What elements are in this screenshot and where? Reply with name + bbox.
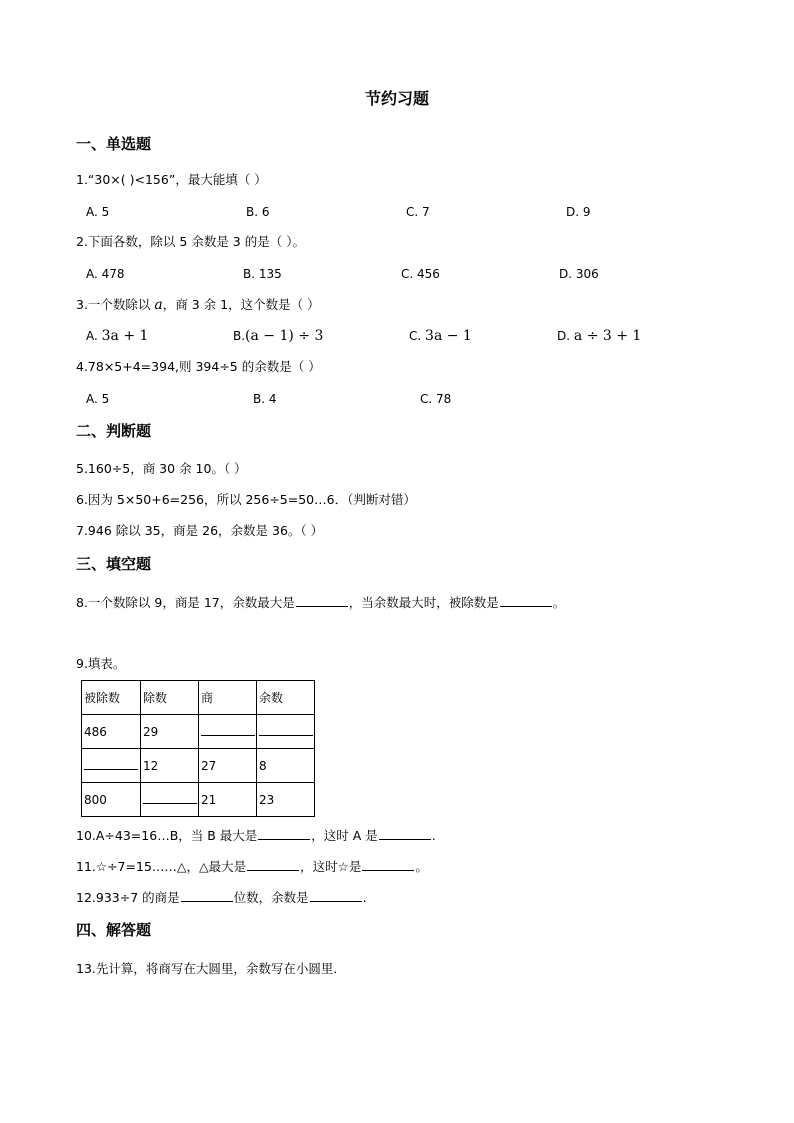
question-7: 7.946 除以 35，商是 26，余数是 36。（ ） xyxy=(76,523,324,538)
table-cell-blank[interactable] xyxy=(82,749,141,783)
table-header-row xyxy=(82,681,315,715)
answer-blank[interactable] xyxy=(362,858,414,871)
question-8: 8.一个数除以 9，商是 17，余数最大是 ，当余数最大时，被除数是 。 xyxy=(76,595,566,610)
answer-blank[interactable] xyxy=(296,594,348,607)
answer-blank[interactable] xyxy=(500,594,552,607)
q3-option-b: B.(a − 1) ÷ 3 xyxy=(233,328,324,344)
table-header-cell: 除数 xyxy=(141,681,199,715)
answer-blank[interactable] xyxy=(247,858,299,871)
table-cell-blank[interactable] xyxy=(141,783,199,817)
question-2: 2.下面各数，除以 5 余数是 3 的是（ ）。 xyxy=(76,234,305,249)
table-row xyxy=(82,749,315,783)
table-cell: 21 xyxy=(199,783,257,817)
q3-option-a-expr: 3a + 1 xyxy=(101,328,149,344)
answer-blank[interactable] xyxy=(181,889,233,902)
q3-text-after: ，商 3 余 1，这个数是（ ） xyxy=(162,297,320,312)
table-cell: 23 xyxy=(257,783,315,817)
table-cell: 800 xyxy=(82,783,141,817)
table-cell-blank[interactable] xyxy=(199,715,257,749)
q3-option-d-expr: a ÷ 3 + 1 xyxy=(573,328,642,344)
section-heading-problem-solving: 四、解答题 xyxy=(76,921,152,939)
question-13: 13.先计算，将商写在大圆里，余数写在小圆里． xyxy=(76,961,346,976)
table-cell: 29 xyxy=(141,715,199,749)
answer-blank[interactable] xyxy=(84,759,138,770)
section-heading-true-false: 二、判断题 xyxy=(76,422,152,440)
table-cell: 486 xyxy=(82,715,141,749)
q1-option-d: D. 9 xyxy=(566,205,591,219)
table-header-cell: 商 xyxy=(199,681,257,715)
question-5: 5.160÷5，商 30 余 10。（ ） xyxy=(76,461,247,476)
q2-option-d: D. 306 xyxy=(559,267,599,281)
q2-option-a: A. 478 xyxy=(86,267,125,281)
question-6: 6.因为 5×50+6=256，所以 256÷5=50…6．（判断对错） xyxy=(76,492,416,507)
question-3 xyxy=(76,296,320,314)
q4-option-a: A. 5 xyxy=(86,392,110,406)
question-1: 1.“30×( )<156”，最大能填（ ） xyxy=(76,172,267,187)
question-10: 10.A÷43=16…B，当 B 最大是 ，这时 A 是 . xyxy=(76,828,436,843)
q1-option-a: A. 5 xyxy=(86,205,110,219)
answer-blank[interactable] xyxy=(310,889,362,902)
table-row xyxy=(82,783,315,817)
q3-option-c: C. 3a − 1 xyxy=(409,328,472,344)
answer-blank[interactable] xyxy=(201,725,255,736)
question-12: 12.933÷7 的商是 位数，余数是 . xyxy=(76,890,367,905)
table-cell-blank[interactable] xyxy=(257,715,315,749)
question-4: 4.78×5+4=394,则 394÷5 的余数是（ ） xyxy=(76,359,321,374)
table-header-cell: 被除数 xyxy=(82,681,141,715)
q3-option-b-expr: (a − 1) ÷ 3 xyxy=(245,328,324,344)
q1-option-b: B. 6 xyxy=(246,205,270,219)
table-row xyxy=(82,715,315,749)
table-cell: 27 xyxy=(199,749,257,783)
q3-text-before: 3.一个数除以 xyxy=(76,297,155,312)
q4-option-b: B. 4 xyxy=(253,392,277,406)
answer-blank[interactable] xyxy=(258,827,310,840)
q2-option-b: B. 135 xyxy=(243,267,282,281)
question-11: 11.☆÷7=15……△，△最大是 ，这时☆是 。 xyxy=(76,859,428,874)
q2-option-c: C. 456 xyxy=(401,267,440,281)
table-cell: 8 xyxy=(257,749,315,783)
question-9-label: 9.填表。 xyxy=(76,656,126,671)
section-heading-fill-in: 三、填空题 xyxy=(76,555,152,573)
division-table xyxy=(81,680,315,817)
q3-option-c-expr: 3a − 1 xyxy=(425,328,472,344)
q1-option-c: C. 7 xyxy=(406,205,430,219)
answer-blank[interactable] xyxy=(379,827,431,840)
answer-blank[interactable] xyxy=(259,725,313,736)
q3-variable: a xyxy=(154,297,163,313)
page-title: 节约习题 xyxy=(364,89,429,108)
section-heading-single-choice: 一、单选题 xyxy=(76,135,152,153)
table-header-cell: 余数 xyxy=(257,681,315,715)
q3-option-d: D. a ÷ 3 + 1 xyxy=(557,328,642,344)
table-cell: 12 xyxy=(141,749,199,783)
q4-option-c: C. 78 xyxy=(420,392,452,406)
q3-option-a: A. 3a + 1 xyxy=(86,328,149,344)
answer-blank[interactable] xyxy=(143,793,197,804)
